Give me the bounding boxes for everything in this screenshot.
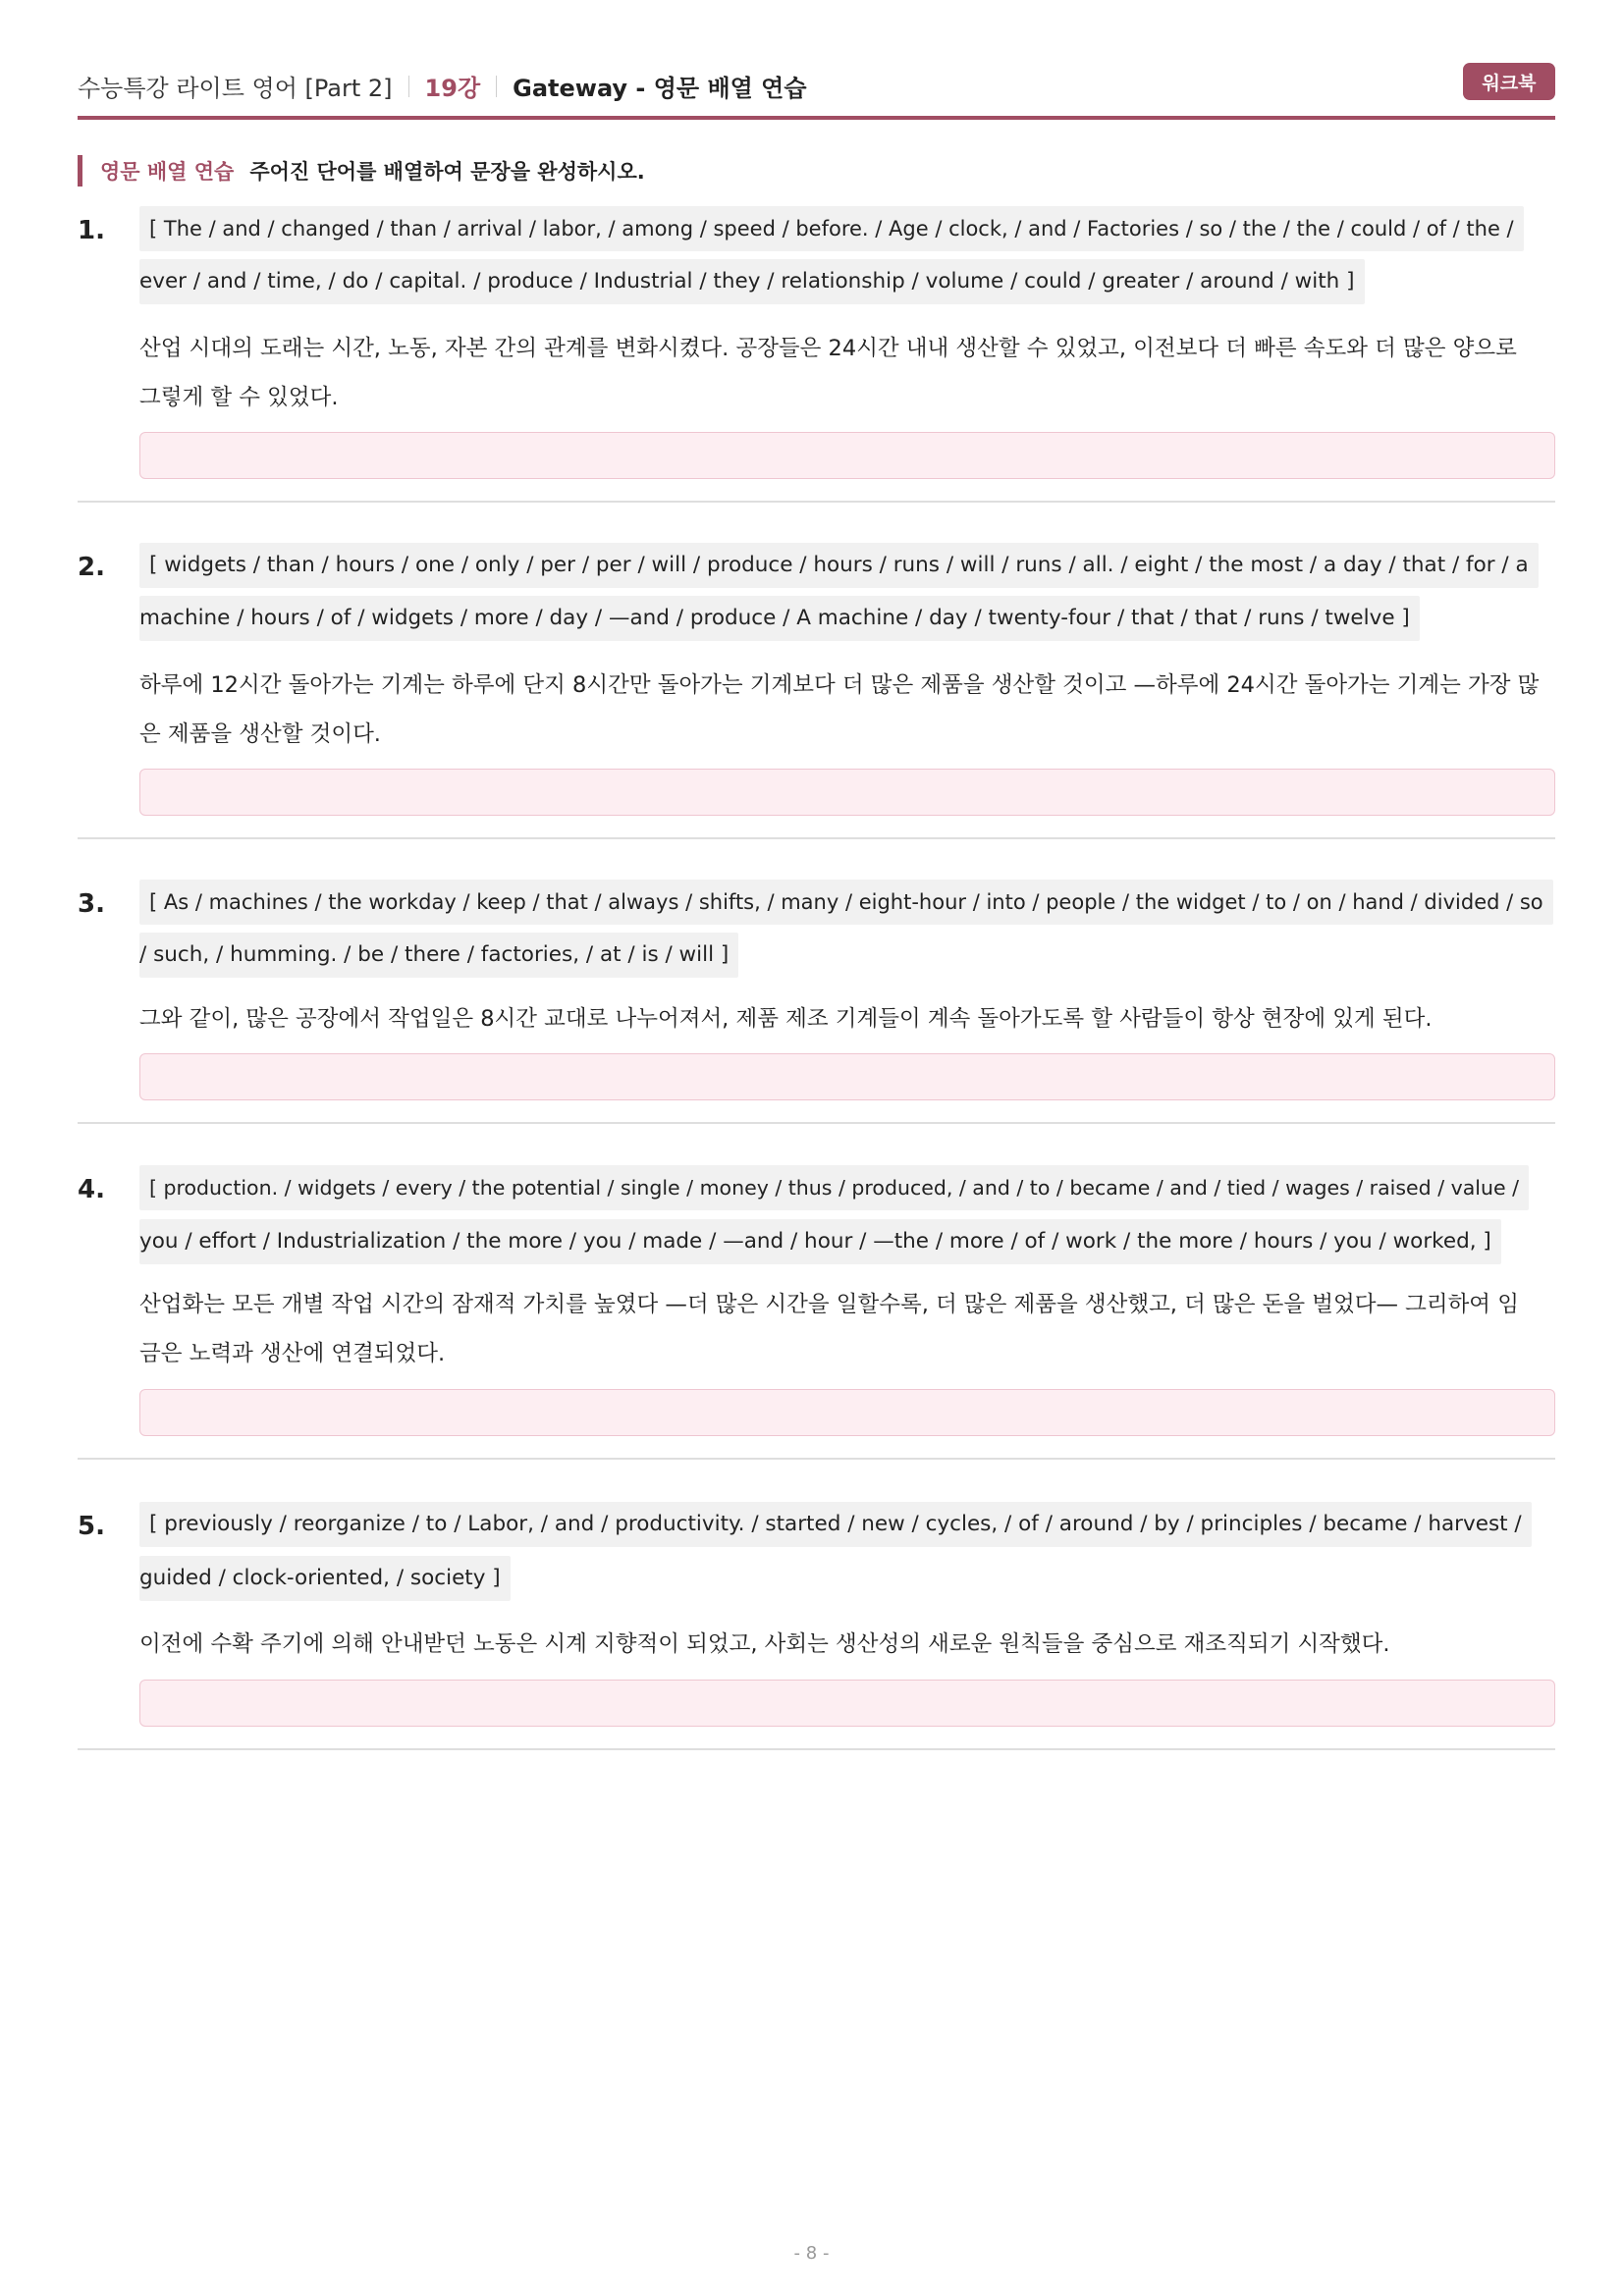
korean-translation: 산업 시대의 도래는 시간, 노동, 자본 간의 관계를 변화시켰다. 공장들은 24시간 내내 생산할 수 있었고, 이전보다 더 빠른 속도와 더 많은 양으로 — [139, 336, 1517, 361]
korean-translation: 그와 같이, 많은 공장에서 작업일은 8시간 교대로 나누어져서, 제품 제조 기계들이 계속 돌아가도록 할 사람들이 항상 현장에 있게 된다. — [139, 1006, 1433, 1032]
korean-translation: 하루에 12시간 돌아가는 기계는 하루에 단지 8시간만 돌아가는 기계보다 더 많은 제품을 생산할 것이고 —하루에 24시간 돌아가는 기계는 가장 많 — [139, 672, 1540, 698]
exercise-item — [78, 206, 1555, 501]
section-label: 영문 배열 연습 — [100, 160, 235, 184]
answer-field[interactable] — [139, 1680, 1555, 1727]
header-breadcrumb — [78, 69, 807, 103]
word-bank-line: ever / and / time, / do / capital. / produce / Industrial / they / relationship / volume / could / greater / around / with ] — [139, 259, 1365, 304]
word-bank-line: [ widgets / than / hours / one / only / per / per / will / produce / hours / runs / will / runs / all. / eight / the most / a day / that / for / a — [139, 543, 1539, 588]
korean-translation: 산업화는 모든 개별 작업 시간의 잠재적 가치를 높였다 —더 많은 시간을 일할수록, 더 많은 제품을 생산했고, 더 많은 돈을 벌었다— 그리하여 임 — [139, 1292, 1519, 1317]
word-bank-line: you / effort / Industrialization / the more / you / made / —and / hour / —the / more / of / work / the more / hours / you / worked, ] — [139, 1219, 1501, 1264]
exercise-item — [78, 1165, 1555, 1460]
word-bank-line: / such, / humming. / be / there / factories, / at / is / will ] — [139, 933, 738, 978]
page-header — [78, 57, 1555, 116]
header-rule — [78, 116, 1555, 120]
item-number: 3. — [78, 889, 105, 919]
item-divider — [78, 501, 1555, 503]
section-instruction: 주어진 단어를 배열하여 문장을 완성하시오. — [249, 160, 645, 184]
item-number: 2. — [78, 553, 105, 582]
item-divider — [78, 1458, 1555, 1460]
word-bank-line: guided / clock-oriented, / society ] — [139, 1556, 511, 1601]
word-bank-line: [ As / machines / the workday / keep / that / always / shifts, / many / eight-hour / into / people / the widget / to / on / hand / divided / so — [139, 880, 1553, 925]
section-marker — [78, 155, 82, 187]
workbook-badge: 워크북 — [1463, 63, 1555, 100]
header-divider — [496, 76, 497, 97]
lesson-number: 19강 — [424, 75, 481, 102]
exercise-item — [78, 543, 1555, 837]
item-divider — [78, 1122, 1555, 1124]
header-divider — [408, 76, 409, 97]
korean-translation: 그렇게 할 수 있었다. — [139, 385, 339, 410]
word-bank-line: [ previously / reorganize / to / Labor, / and / productivity. / started / new / cycles, / of / around / by / principles / became / harvest / — [139, 1502, 1532, 1547]
korean-translation: 이전에 수확 주기에 의해 안내받던 노동은 시계 지향적이 되었고, 사회는 생산성의 새로운 원칙들을 중심으로 재조직되기 시작했다. — [139, 1631, 1390, 1657]
exercise-item — [78, 1502, 1555, 1757]
item-number: 1. — [78, 216, 105, 245]
exercise-item — [78, 880, 1555, 1125]
korean-translation: 금은 노력과 생산에 연결되었다. — [139, 1341, 446, 1366]
korean-translation: 은 제품을 생산할 것이다. — [139, 721, 381, 747]
word-bank-line: [ The / and / changed / than / arrival / labor, / among / speed / before. / Age / clock, / and / Factories / so / the / the / could / of / the / — [139, 206, 1524, 251]
page-number: - 8 - — [793, 2243, 830, 2264]
word-bank-line: [ production. / widgets / every / the potential / single / money / thus / produced, / and / to / became / and / tied / wages / raised / value / — [139, 1165, 1529, 1210]
item-divider — [78, 837, 1555, 839]
section-heading — [78, 155, 645, 187]
answer-field[interactable] — [139, 1389, 1555, 1436]
book-title: 수능특강 라이트 영어 [Part 2] — [78, 75, 393, 102]
answer-field[interactable] — [139, 1053, 1555, 1100]
answer-field[interactable] — [139, 769, 1555, 816]
word-bank-line: machine / hours / of / widgets / more / day / —and / produce / A machine / day / twenty-four / that / that / runs / twelve ] — [139, 596, 1420, 641]
lesson-topic: Gateway - 영문 배열 연습 — [513, 75, 807, 102]
item-divider — [78, 1748, 1555, 1750]
item-number: 5. — [78, 1512, 105, 1541]
answer-field[interactable] — [139, 432, 1555, 479]
item-number: 4. — [78, 1175, 105, 1204]
